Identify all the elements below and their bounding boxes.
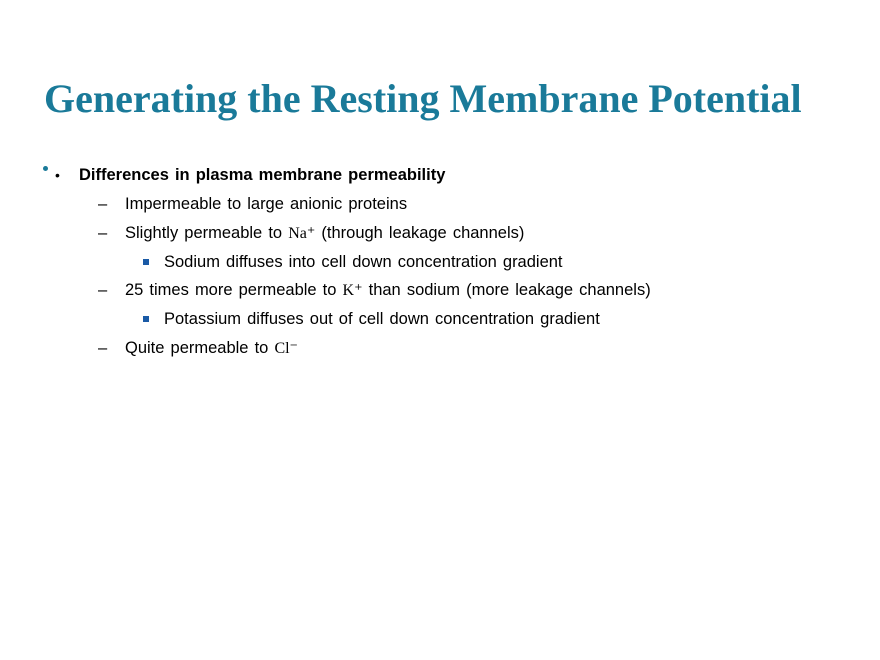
bullet-level1 [55,164,445,186]
potassium-ion: K⁺ [342,282,363,299]
bullet-marker: • [55,167,60,183]
dash-marker: – [98,281,108,299]
bullet-text: Sodium diffuses into cell down concentration gradient [164,253,563,271]
bullet-level2 [98,193,407,215]
dash-marker: – [98,224,108,242]
bullet-text [125,224,524,242]
bullet-text [125,281,651,299]
text-after-ion: (through leakage channels) [321,224,525,242]
chloride-ion: Cl⁻ [274,340,298,357]
bullet-level2 [98,222,524,245]
bullet-text [125,339,298,357]
stray-bullet-dot [43,166,48,171]
bullet-text: Potassium diffuses out of cell down concentration gradient [164,310,600,328]
bullet-level3 [141,308,600,330]
text-before-ion: 25 times more permeable to [125,281,337,299]
square-bullet-icon [143,259,149,265]
dash-marker: – [98,339,108,357]
text-after-ion: than sodium (more leakage channels) [368,281,651,299]
slide-title: Generating the Resting Membrane Potential [44,76,802,121]
text-before-ion: Quite permeable to [125,339,269,357]
sodium-ion: Na⁺ [288,225,316,242]
bullet-text: Impermeable to large anionic proteins [125,195,408,213]
bullet-text: Differences in plasma membrane permeability [79,166,446,184]
bullet-level2 [98,337,298,360]
bullet-level3 [141,251,563,273]
text-before-ion: Slightly permeable to [125,224,283,242]
dash-marker: – [98,195,108,213]
square-bullet-icon [143,316,149,322]
bullet-level2 [98,279,651,302]
